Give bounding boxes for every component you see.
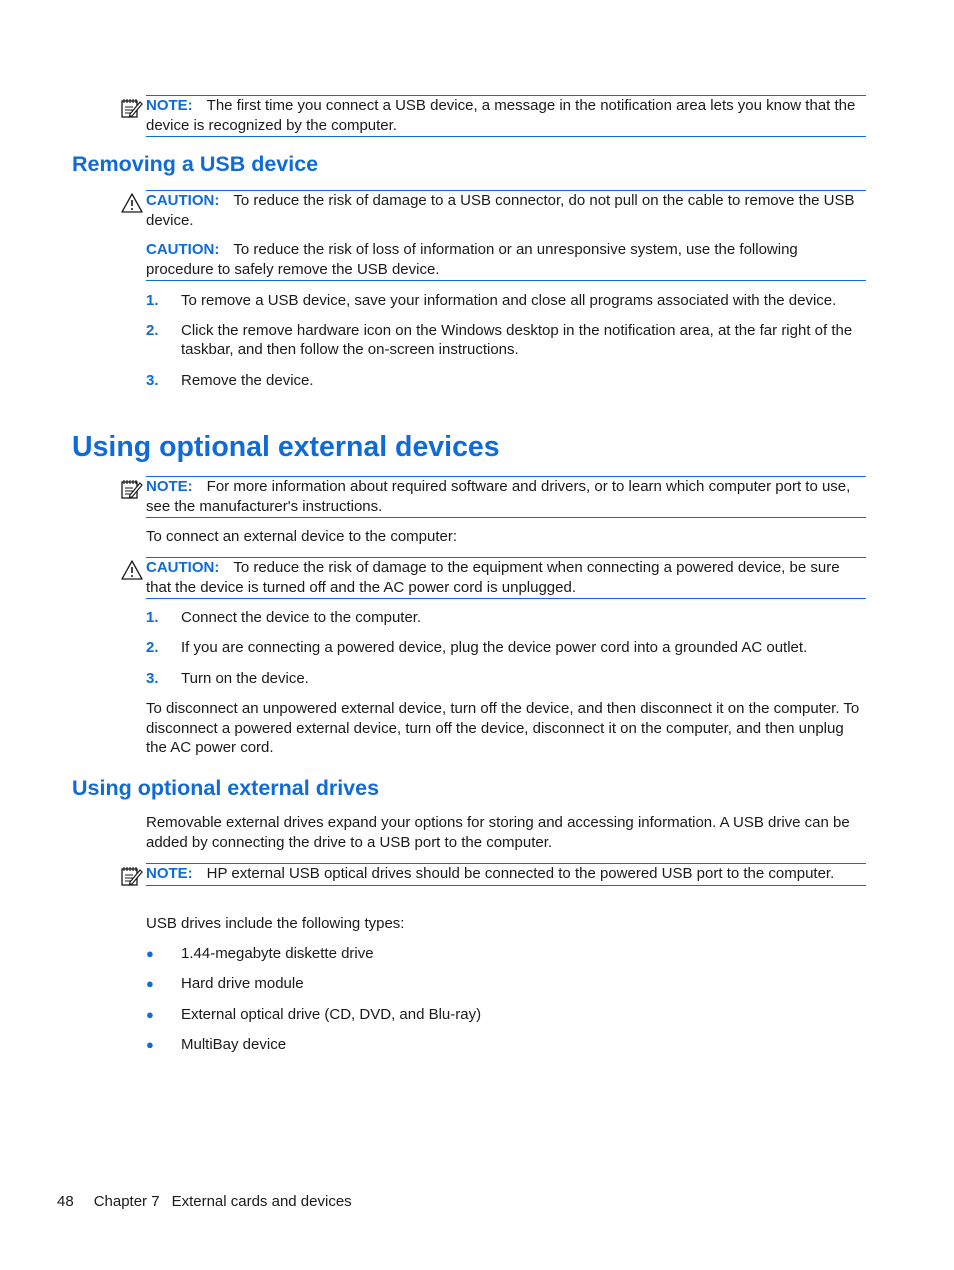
note-text: HP external USB optical drives should be connected to the powered USB port to the computer. (206, 865, 835, 882)
caution-paragraph (146, 558, 866, 597)
drives-intro-paragraph: Removable external drives expand your options for storing and accessing information. A USB drive can be added by connecting the drive to a USB port to the computer. (146, 814, 850, 851)
step-number: 1. (146, 292, 159, 309)
note-pad-icon (120, 96, 144, 120)
list-item (146, 944, 866, 964)
caution-paragraph (146, 240, 866, 279)
section-heading-removing-usb: Removing a USB device (72, 152, 319, 176)
list-item (146, 974, 866, 994)
chapter-title: External cards and devices (171, 1193, 352, 1210)
chapter-label: Chapter 7 (93, 1193, 160, 1210)
caution-text: To reduce the risk of loss of information or an unresponsive system, use the following procedure to safely remove the USB device. (146, 241, 798, 278)
warning-triangle-icon (120, 191, 144, 215)
list-item-text: Hard drive module (181, 975, 304, 992)
note-paragraph (146, 864, 866, 884)
note-box (146, 95, 866, 137)
note-label: NOTE: (146, 478, 193, 495)
step-number: 3. (146, 669, 159, 687)
bullet-icon: ● (146, 976, 154, 991)
list-item-text: MultiBay device (181, 1035, 287, 1053)
step-number: 2. (146, 639, 159, 656)
note-paragraph (146, 96, 866, 135)
list-item (146, 608, 866, 628)
caution-paragraph (146, 191, 866, 230)
connect-steps-list (146, 608, 866, 688)
step-number: 2. (146, 321, 159, 339)
caution-box (146, 557, 866, 599)
step-text: Click the remove hardware icon on the Windows desktop in the notification area, at the far right of the taskbar, and then follow the on-screen instructions. (181, 321, 853, 358)
step-text: Connect the device to the computer. (181, 609, 422, 626)
list-item (146, 291, 866, 311)
note-text: The first time you connect a USB device, a message in the notification area lets you know that the device is recognized by the computer. (146, 97, 856, 134)
note-box (146, 476, 866, 518)
drive-types-list (146, 944, 866, 1054)
bullet-icon: ● (146, 1006, 154, 1022)
removal-steps-list (146, 291, 866, 390)
note-pad-icon (120, 864, 144, 888)
list-item (146, 1005, 866, 1025)
note-paragraph (146, 477, 866, 516)
step-text: If you are connecting a powered device, plug the device power cord into a grounded AC outlet. (181, 639, 808, 656)
bullet-icon: ● (146, 946, 154, 961)
step-number: 1. (146, 609, 159, 626)
list-item (146, 371, 866, 391)
note-label: NOTE: (146, 865, 193, 882)
drive-types-intro: USB drives include the following types: (146, 915, 405, 932)
warning-triangle-icon (120, 558, 144, 582)
list-item-text: External optical drive (CD, DVD, and Blu-ray) (181, 1005, 482, 1023)
section-heading-external-drives: Using optional external drives (72, 776, 380, 800)
note-box (146, 863, 866, 886)
caution-label: CAUTION: (146, 241, 220, 258)
list-item (146, 321, 866, 360)
note-text: For more information about required software and drivers, or to learn which computer port to use, see the manufacturer's instructions. (146, 478, 851, 515)
step-number: 3. (146, 371, 159, 389)
caution-text: To reduce the risk of damage to a USB connector, do not pull on the cable to remove the USB device. (146, 192, 855, 229)
section-heading-external-devices: Using optional external devices (72, 431, 500, 463)
caution-label: CAUTION: (146, 192, 220, 209)
list-item (146, 669, 866, 689)
caution-text: To reduce the risk of damage to the equipment when connecting a powered device, be sure that the device is turned off and the AC power cord is unplugged. (146, 559, 840, 596)
page-footer (57, 1192, 352, 1212)
note-pad-icon (120, 477, 144, 501)
connect-intro-text: To connect an external device to the computer: (146, 528, 458, 545)
list-item (146, 638, 866, 658)
caution-box (146, 190, 866, 281)
list-item (146, 1035, 866, 1055)
bullet-icon: ● (146, 1036, 154, 1052)
page-number: 48 (57, 1193, 74, 1210)
disconnect-paragraph: To disconnect an unpowered external device, turn off the device, and then disconnect it on the computer. To disconnect a powered external device, turn off the device, disconnect it on the computer, and then unplug the AC power cord. (146, 700, 860, 756)
list-item-text: 1.44-megabyte diskette drive (181, 945, 374, 962)
step-text: Remove the device. (181, 371, 314, 389)
step-text: To remove a USB device, save your information and close all programs associated with the device. (181, 292, 837, 309)
note-label: NOTE: (146, 97, 193, 114)
step-text: Turn on the device. (181, 669, 309, 687)
caution-label: CAUTION: (146, 559, 220, 576)
